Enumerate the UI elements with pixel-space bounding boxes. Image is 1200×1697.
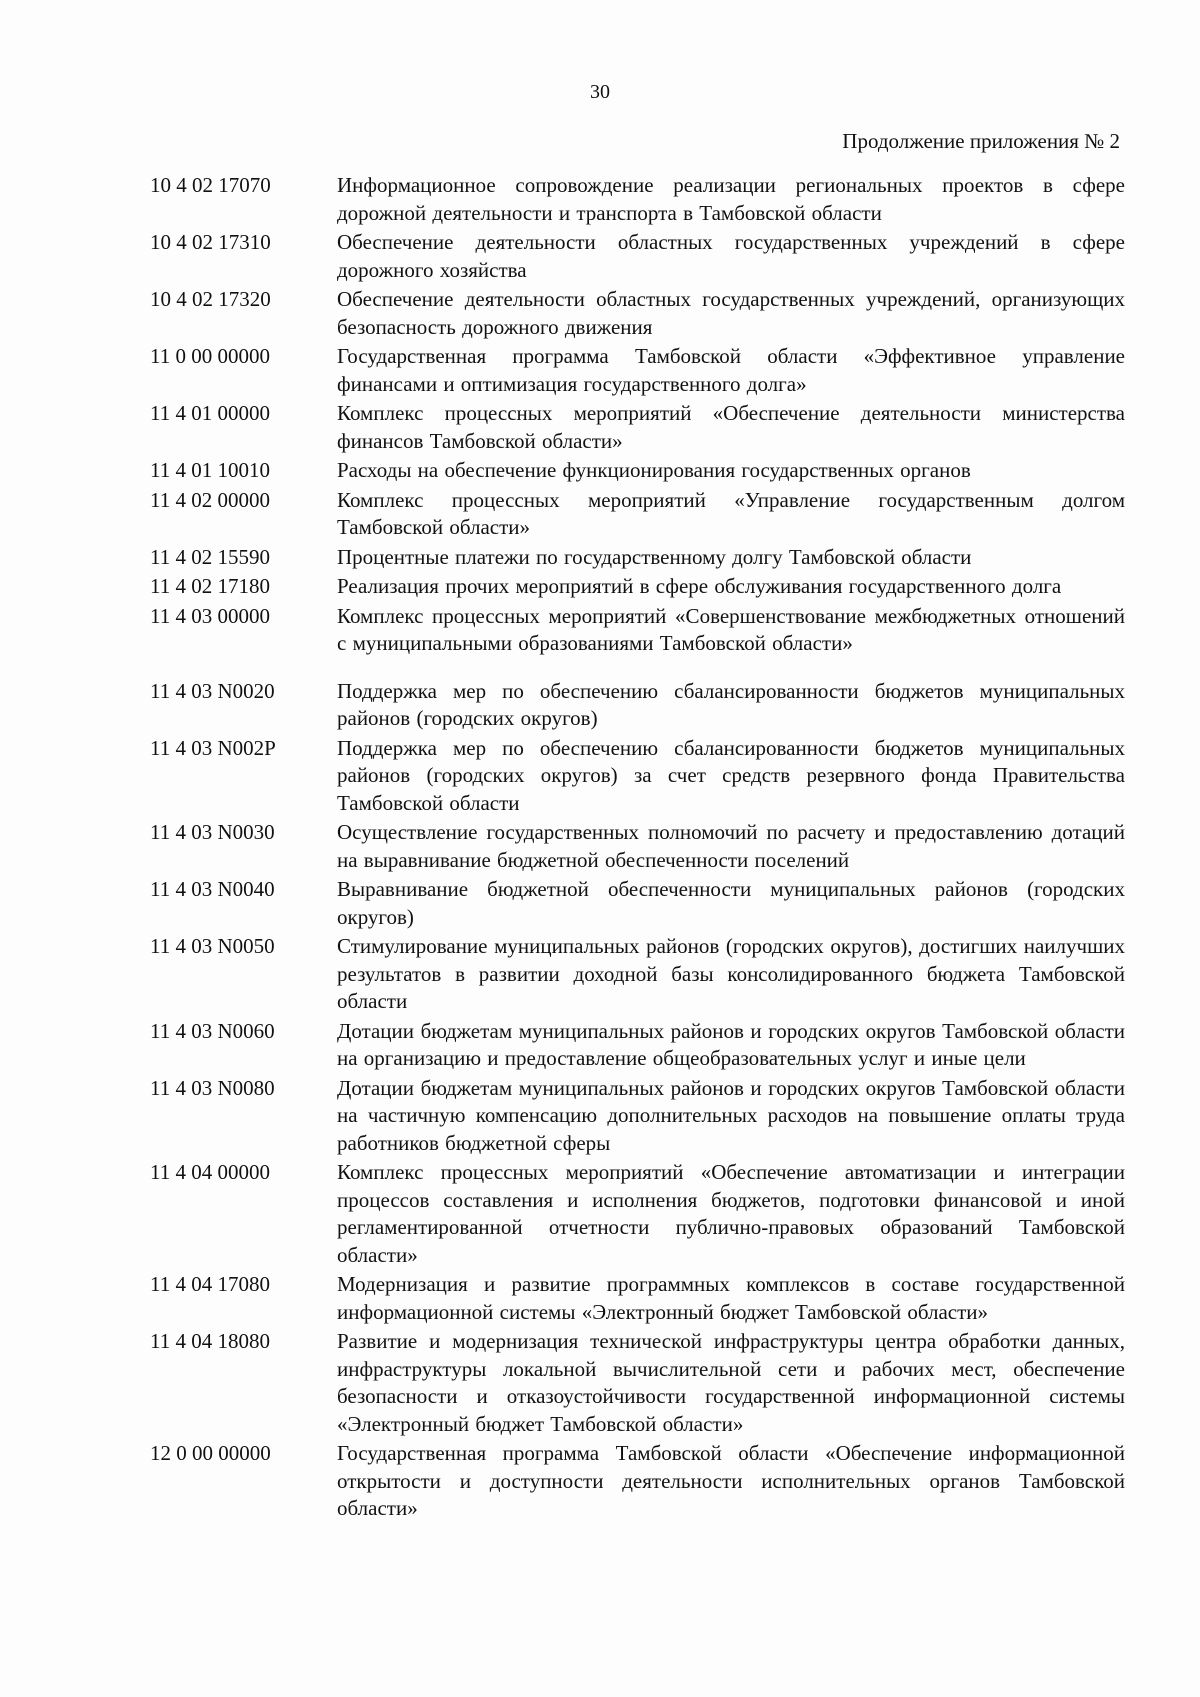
list-item	[150, 678, 1125, 733]
budget-description: Развитие и модернизация технической инфраструктуры центра обработки данных, инфраструктуры локальной вычислительной сети и рабочих мест, обеспечение безопасности и отказоустойчивости государственной информационной системы «Электронный бюджет Тамбовской области»	[337, 1329, 1125, 1436]
budget-code: 11 4 03 N002P	[150, 735, 276, 760]
list-item	[150, 573, 1125, 601]
budget-description: Дотации бюджетам муниципальных районов и городских округов Тамбовской области на организацию и предоставление общеобразовательных услуг и иные цели	[337, 1018, 1125, 1070]
budget-description: Дотации бюджетам муниципальных районов и городских округов Тамбовской области на частичную компенсацию дополнительных расходов на повышение оплаты труда работников бюджетной сферы	[337, 1075, 1125, 1155]
budget-code: 11 4 03 N0050	[150, 934, 275, 958]
list-item	[150, 457, 1125, 485]
page-number: 30	[590, 81, 610, 103]
budget-code: 11 4 04 17080	[150, 1272, 270, 1296]
list-item	[150, 1159, 1125, 1269]
budget-code: 10 4 02 17320	[150, 287, 271, 311]
list-item	[150, 229, 1125, 284]
list-item	[150, 286, 1125, 341]
budget-description: Реализация прочих мероприятий в сфере обслуживания государственного долга	[337, 574, 1062, 598]
budget-code: 11 4 03 N0030	[150, 820, 275, 844]
budget-code: 10 4 02 17070	[150, 173, 271, 197]
budget-description: Стимулирование муниципальных районов (городских округов), достигших наилучших результатов в развитии доходной базы консолидированного бюджета Тамбовской области	[337, 934, 1125, 1013]
list-item	[150, 603, 1125, 658]
budget-description: Обеспечение деятельности областных государственных учреждений, организующих безопасность дорожного движения	[337, 287, 1125, 339]
budget-code: 11 4 01 10010	[150, 458, 270, 482]
budget-description: Комплекс процессных мероприятий «Обеспечение деятельности министерства финансов Тамбовской области»	[337, 401, 1125, 453]
budget-description: Модернизация и развитие программных комплексов в составе государственной информационной системы «Электронный бюджет Тамбовской области»	[337, 1272, 1125, 1324]
budget-description: Расходы на обеспечение функционирования государственных органов	[337, 458, 971, 482]
budget-description: Комплекс процессных мероприятий «Управление государственным долгом Тамбовской области»	[337, 487, 1125, 539]
budget-description: Государственная программа Тамбовской области «Эффективное управление финансами и оптимизация государственного долга»	[337, 344, 1125, 396]
budget-description: Информационное сопровождение реализации региональных проектов в сфере дорожной деятельности и транспорта в Тамбовской области	[337, 173, 1125, 225]
budget-description: Поддержка мер по обеспечению сбалансированности бюджетов муниципальных районов (городских округов) за счет средств резервного фонда Правительства Тамбовской области	[337, 735, 1125, 815]
budget-description: Осуществление государственных полномочий по расчету и предоставлению дотаций на выравнивание бюджетной обеспеченности поселений	[337, 820, 1125, 872]
budget-code: 11 4 02 00000	[150, 487, 270, 512]
budget-description: Выравнивание бюджетной обеспеченности муниципальных районов (городских округов)	[337, 877, 1125, 929]
budget-description: Процентные платежи по государственному долгу Тамбовской области	[337, 544, 972, 569]
budget-code-list	[150, 172, 1125, 1525]
budget-code: 11 4 03 N0040	[150, 877, 275, 901]
list-item	[150, 1271, 1125, 1326]
list-item	[150, 544, 1125, 572]
budget-code: 11 4 03 00000	[150, 603, 270, 628]
list-item	[150, 1440, 1125, 1523]
list-item	[150, 876, 1125, 931]
list-item	[150, 933, 1125, 1016]
list-item	[150, 1018, 1125, 1073]
list-item	[150, 819, 1125, 874]
budget-code: 11 4 03 N0060	[150, 1018, 275, 1043]
budget-code: 11 4 01 00000	[150, 401, 270, 425]
list-item	[150, 343, 1125, 398]
continuation-note: Продолжение приложения № 2	[842, 129, 1120, 153]
budget-description: Государственная программа Тамбовской области «Обеспечение информационной открытости и доступности деятельности исполнительных органов Тамбовской области»	[337, 1441, 1125, 1520]
budget-description: Комплекс процессных мероприятий «Совершенствование межбюджетных отношений с муниципальными образованиями Тамбовской области»	[337, 603, 1125, 655]
list-item	[150, 1075, 1125, 1158]
budget-description: Обеспечение деятельности областных государственных учреждений в сфере дорожного хозяйства	[337, 230, 1125, 282]
budget-code: 11 4 02 17180	[150, 574, 270, 598]
budget-code: 11 0 00 00000	[150, 344, 270, 368]
budget-description: Комплекс процессных мероприятий «Обеспечение автоматизации и интеграции процессов составления и исполнения бюджетов, подготовки финансовой и иной регламентированной отчетности публично-правовых образований Тамбовской области»	[337, 1160, 1125, 1267]
budget-code: 11 4 04 18080	[150, 1329, 270, 1353]
budget-code: 11 4 03 N0020	[150, 678, 275, 703]
list-item	[150, 735, 1125, 818]
list-item	[150, 487, 1125, 542]
budget-code: 11 4 04 00000	[150, 1160, 270, 1184]
budget-code: 11 4 02 15590	[150, 544, 270, 569]
list-item	[150, 1328, 1125, 1438]
budget-code: 10 4 02 17310	[150, 230, 271, 254]
list-item	[150, 172, 1125, 227]
list-item	[150, 400, 1125, 455]
budget-code: 11 4 03 N0080	[150, 1075, 275, 1100]
budget-description: Поддержка мер по обеспечению сбалансированности бюджетов муниципальных районов (городских округов)	[337, 678, 1125, 730]
budget-code: 12 0 00 00000	[150, 1441, 271, 1465]
